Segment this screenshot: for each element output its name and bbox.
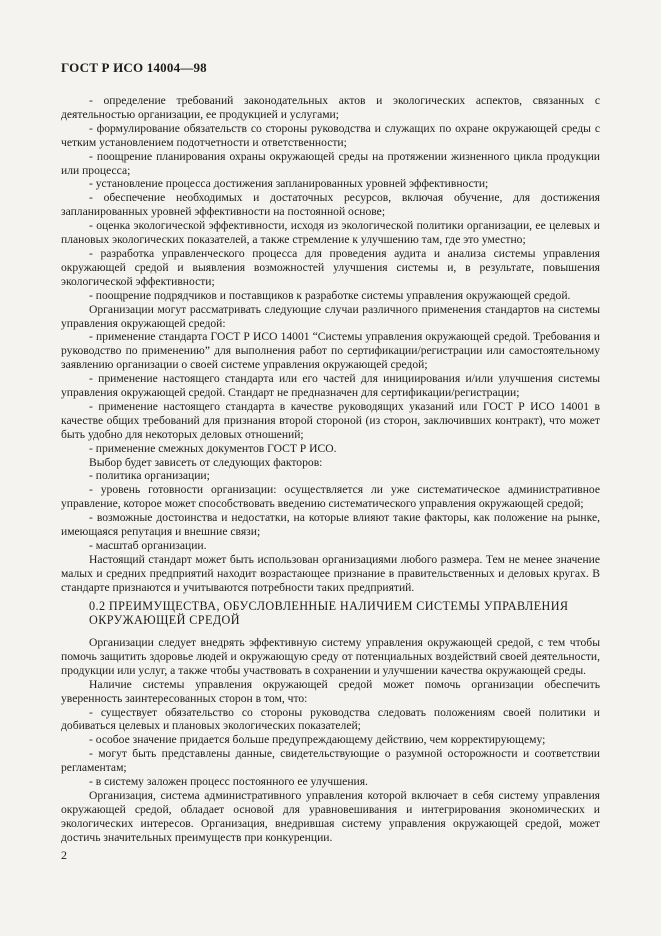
paragraph: - применение настоящего стандарта в качестве руководящих указаний или ГОСТ Р ИСО 14001 в качестве общих требований для признания второй стороной (из сторон, заключивших контракт), что может быть удобно для некоторых деловых отношений; [61,399,600,441]
paragraph: - политика организации; [89,469,210,483]
paragraph: Выбор будет зависеть от следующих факторов: [89,455,323,469]
paragraph: - особое значение придается больше предупреждающему действию, чем корректирующему; [89,733,546,747]
paragraph: Наличие системы управления окружающей средой может помочь организации обеспечить уверенность заинтересованных сторон в том, что: [61,677,600,705]
paragraph: - применение настоящего стандарта или его частей для инициирования и/или улучшения системы управления окружающей средой. Стандарт не предназначен для сертификации/регистрации; [61,372,600,400]
paragraph: - поощрение подрядчиков и поставщиков к разработке системы управления окружающей средой. [89,288,571,302]
document-header: ГОСТ Р ИСО 14004—98 [61,60,207,75]
paragraph: - разработка управленческого процесса для проведения аудита и анализа системы управления окружающей средой и выявления возможностей улучшения системы и, в результате, повышения экологической эффективности; [61,246,600,288]
paragraph: - уровень готовности организации: осуществляется ли уже систематическое административное управление, которое может способствовать введению систематического управления окружающей средой; [61,483,600,511]
paragraph: - в систему заложен процесс постоянного ее улучшения. [89,775,368,789]
paragraph: Настоящий стандарт может быть использован организациями любого размера. Тем не менее значение малых и средних предприятий находит возрастающее признание в правительственных и деловых кругах. В стандарте признаются и учитываются потребности таких предприятий. [61,552,600,594]
section-2-text [61,636,600,845]
paragraph: - применение смежных документов ГОСТ Р ИСО. [89,441,337,455]
paragraph: - применение стандарта ГОСТ Р ИСО 14001 “Системы управления окружающей средой. Требования и руководство по применению” для выполнения работ по сертификации/регистрации или самостоятельному заявлению организации о своей системе управления окружающей средой; [61,330,600,372]
paragraph: - поощрение планирования охраны окружающей среды на протяжении жизненного цикла продукции или процесса; [61,149,600,177]
paragraph: - оценка экологической эффективности, исходя из экологической политики организации, ее целевых и плановых экологических показателей, а также стремление к улучшению там, где это уместно; [61,219,600,247]
paragraph: - масштаб организации. [89,539,207,552]
paragraph: - определение требований законодательных актов и экологических аспектов, связанных с деятельностью организации, ее продукцией и услугами; [61,94,600,121]
section-1-text [61,94,600,595]
section-2-heading: 0.2 ПРЕИМУЩЕСТВА, ОБУСЛОВЛЕННЫЕ НАЛИЧИЕМ СИСТЕМЫ УПРАВЛЕНИЯ ОКРУЖАЮЩЕЙ СРЕДОЙ [89,599,569,627]
paragraph: - возможные достоинства и недостатки, на которые влияют такие факторы, как положение на рынке, имеющаяся репутация и внешние связи; [61,511,600,539]
paragraph: - установление процесса достижения запланированных уровней эффективности; [89,177,489,191]
paragraph: - формулирование обязательств со стороны руководства и служащих по охране окружающей среды с четким установлением подотчетности и ответственности; [61,121,600,149]
page-number: 2 [61,848,67,862]
paragraph: - существует обязательство со стороны руководства следовать положениям своей политики и добиваться целевых и плановых экологических показателей; [61,705,600,733]
paragraph: - могут быть представлены данные, свидетельствующие о разумной осторожности и соответствии регламентам; [61,747,600,775]
paragraph: Организация, система административного управления которой включает в себя систему управления окружающей средой, обладает основой для уравновешивания и интегрирования экономических и экологических интересов. Организация, внедрившая систему управления окружающей средой, может достичь значительных преимуществ при конкуренции. [61,788,600,844]
paragraph: Организации могут рассматривать следующие случаи различного применения стандартов на системы управления окружающей средой: [61,302,600,330]
paragraph: Организации следует внедрять эффективную систему управления окружающей средой, с тем чтобы помочь защитить здоровье людей и окружающую среду от потенциальных воздействий своей деятельности, продукции или услуг, а также чтобы участвовать в сохранении и улучшении качества окружающей среды. [61,636,600,677]
paragraph: - обеспечение необходимых и достаточных ресурсов, включая обучение, для достижения запланированных уровней эффективности на постоянной основе; [61,191,600,219]
